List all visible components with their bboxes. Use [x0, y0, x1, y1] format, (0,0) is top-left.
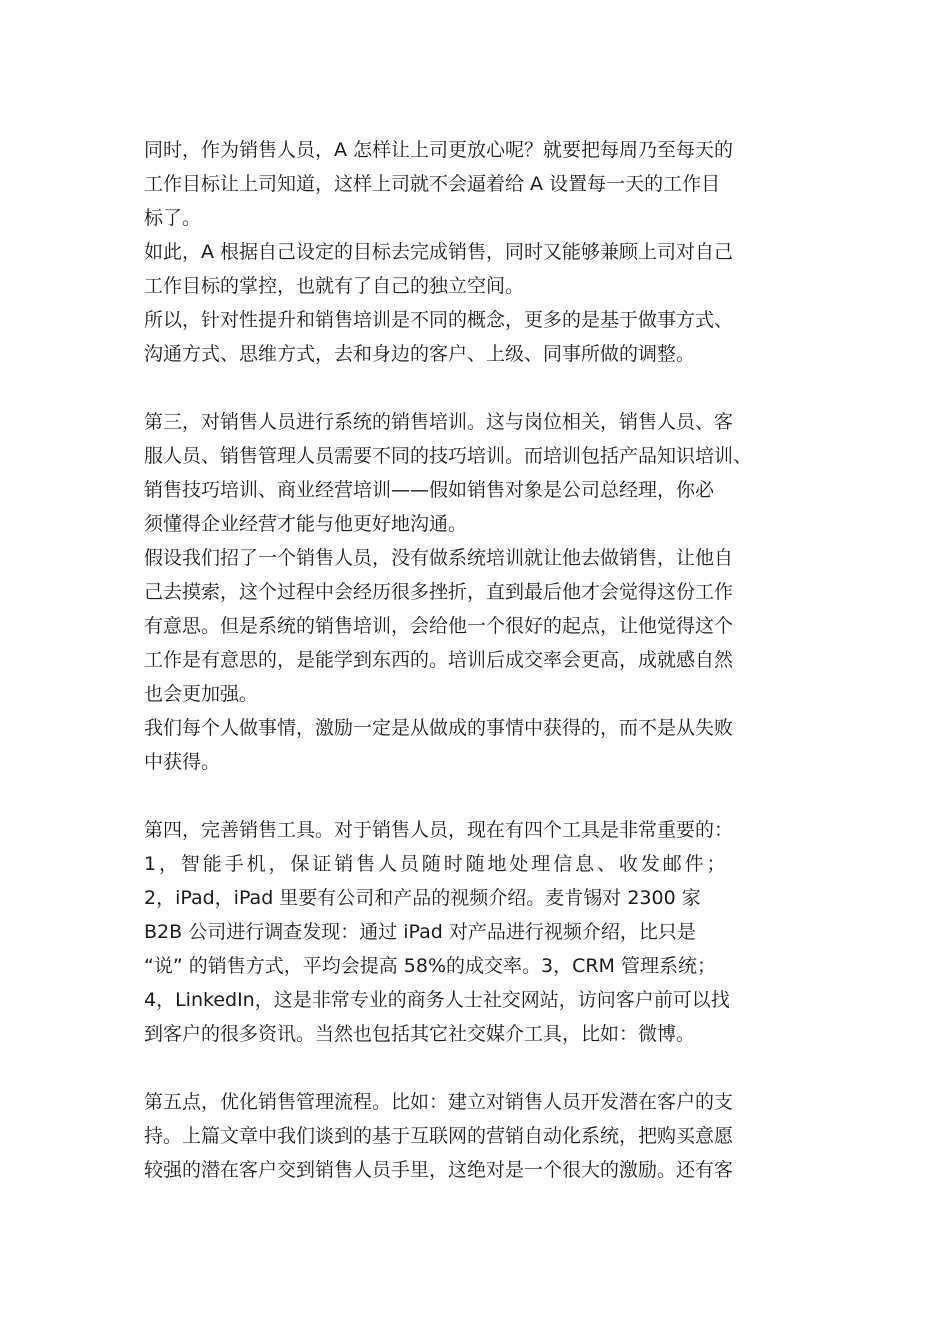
text-line: “说” 的销售方式，平均会提高 58%的成交率。3，CRM 管理系统； [144, 955, 716, 977]
text-line: 如此，A 根据自己设定的目标去完成销售，同时又能够兼顾上司对自己 [144, 241, 734, 263]
text-line: 工作是有意思的，是能学到东西的。培训后成交率会更高，成就感自然 [144, 649, 734, 671]
text-line: 己去摸索，这个过程中会经历很多挫折，直到最后他才会觉得这份工作 [144, 581, 734, 603]
text-line: 标了。 [144, 207, 202, 229]
paragraph-gap [144, 779, 824, 813]
text-line: 到客户的很多资讯。当然也包括其它社交媒介工具，比如：微博。 [144, 1023, 696, 1045]
text-line: 沟通方式、思维方式，去和身边的客户、上级、同事所做的调整。 [144, 343, 696, 365]
text-line: 工作目标让上司知道，这样上司就不会逼着给 A 设置每一天的工作目 [144, 173, 721, 195]
text-line: 同时，作为销售人员，A 怎样让上司更放心呢？就要把每周乃至每天的 [144, 139, 734, 161]
document-body [144, 133, 824, 1187]
text-line: 服人员、销售管理人员需要不同的技巧培训。而培训包括产品知识培训、 [144, 445, 753, 467]
text-line: 第三，对销售人员进行系统的销售培训。这与岗位相关，销售人员、客 [144, 411, 734, 433]
text-line: 4，LinkedIn，这是非常专业的商务人士社交网站，访问客户前可以找 [144, 989, 730, 1011]
text-line: 假设我们招了一个销售人员，没有做系统培训就让他去做销售，让他自 [144, 547, 734, 569]
text-line: 须懂得企业经营才能与他更好地沟通。 [144, 513, 468, 535]
text-line: 第四，完善销售工具。对于销售人员，现在有四个工具是非常重要的： [144, 819, 734, 841]
text-line: 我们每个人做事情，激励一定是从做成的事情中获得的，而不是从失败 [144, 717, 734, 739]
text-line: 1，智能手机，保证销售人员随时随地处理信息、收发邮件； [144, 853, 729, 875]
text-line: 销售技巧培训、商业经营培训——假如销售对象是公司总经理，你必 [144, 479, 715, 501]
text-line: 第五点，优化销售管理流程。比如：建立对销售人员开发潜在客户的支 [144, 1091, 734, 1113]
paragraph-gap [144, 1051, 824, 1085]
text-line: 较强的潜在客户交到销售人员手里，这绝对是一个很大的激励。还有客 [144, 1159, 734, 1181]
text-line: 2，iPad，iPad 里要有公司和产品的视频介绍。麦肯锡对 2300 家 [144, 887, 701, 909]
text-line: B2B 公司进行调查发现：通过 iPad 对产品进行视频介绍，比只是 [144, 921, 696, 943]
paragraph-gap [144, 371, 824, 405]
text-line: 中获得。 [144, 751, 221, 773]
text-line: 有意思。但是系统的销售培训，会给他一个很好的起点，让他觉得这个 [144, 615, 734, 637]
text-line: 也会更加强。 [144, 683, 259, 705]
text-line: 持。上篇文章中我们谈到的基于互联网的营销自动化系统，把购买意愿 [144, 1125, 734, 1147]
text-line: 工作目标的掌控，也就有了自己的独立空间。 [144, 275, 525, 297]
text-line: 所以，针对性提升和销售培训是不同的概念，更多的是基于做事方式、 [144, 309, 734, 331]
